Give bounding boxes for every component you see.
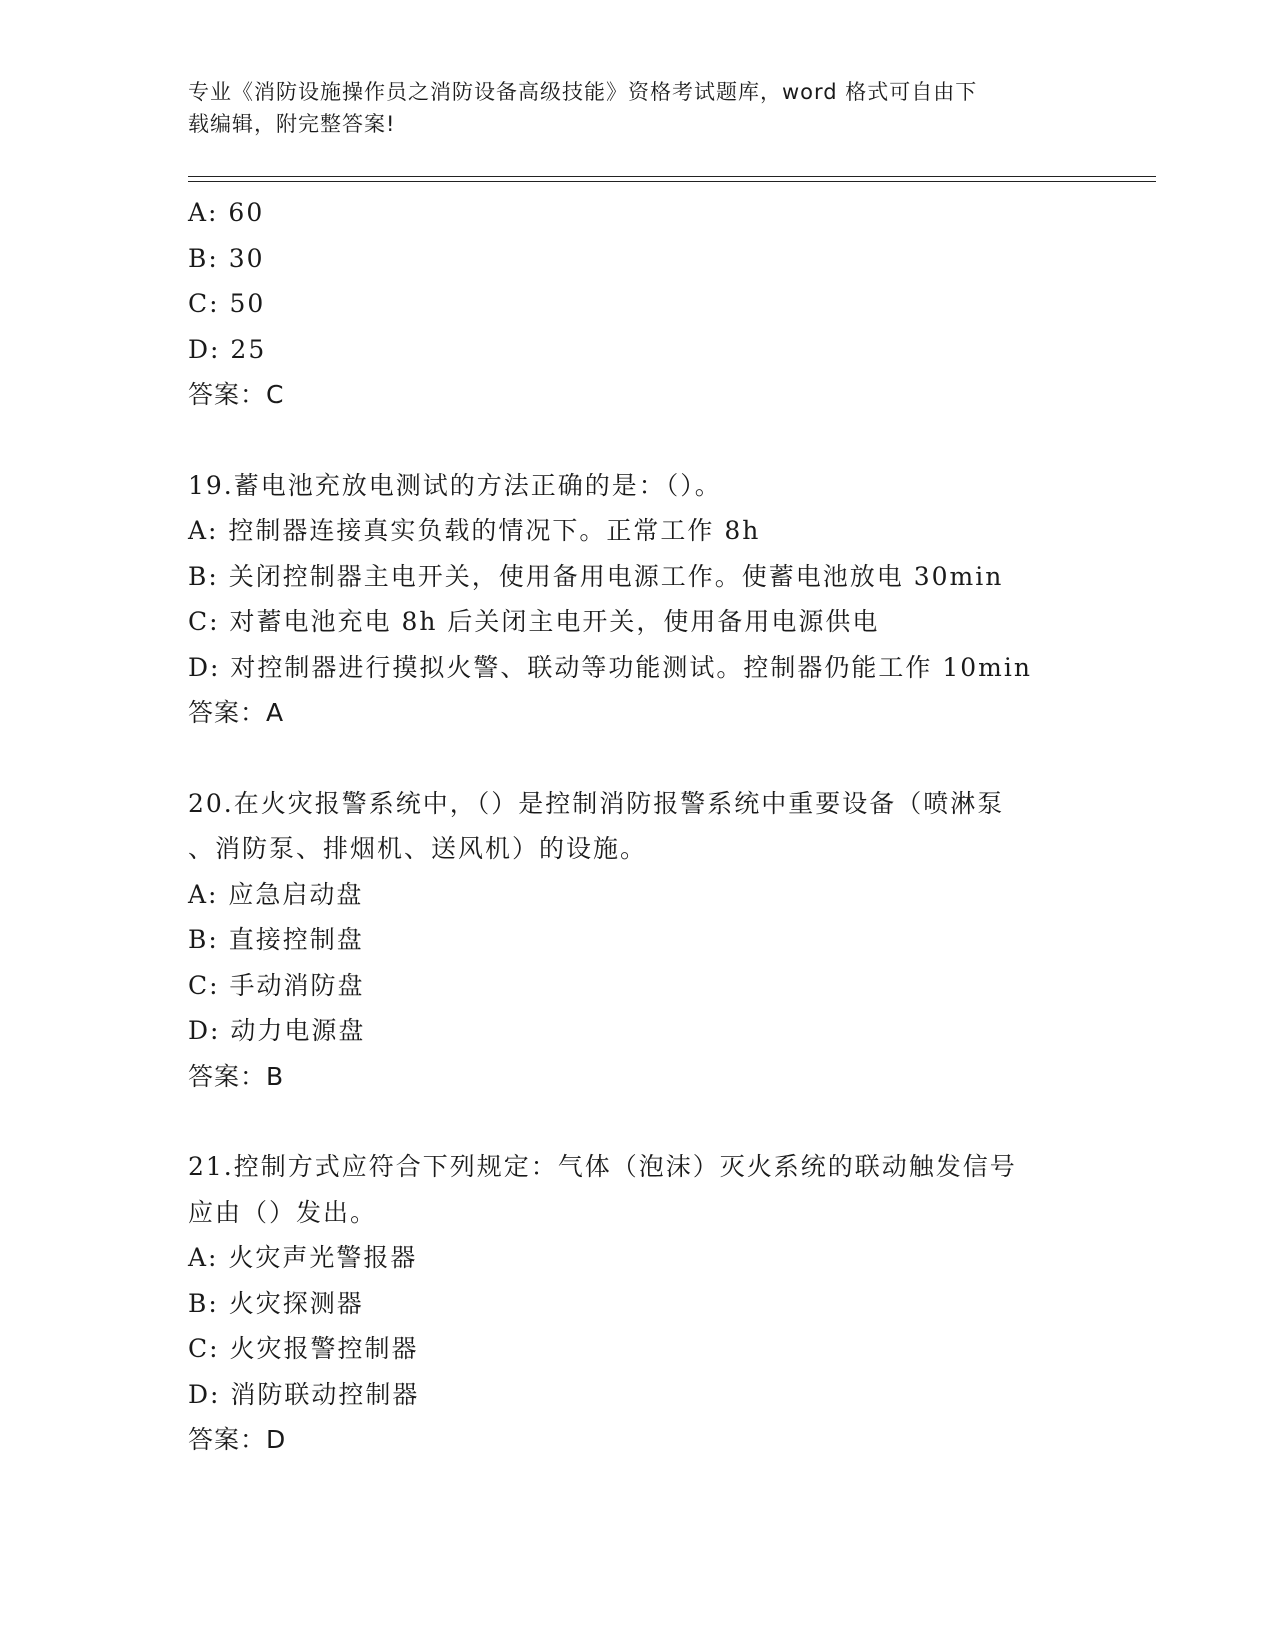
question-list xyxy=(188,190,1088,1463)
option-a: A: 火灾声光警报器 xyxy=(188,1243,418,1272)
question-stem-line-2: 应由（）发出。 xyxy=(188,1197,378,1227)
option-b: B: 关闭控制器主电开关，使用备用电源工作。使蓄电池放电 30min xyxy=(188,561,1004,591)
question-block-previous xyxy=(188,190,1088,418)
option-d: D: 消防联动控制器 xyxy=(188,1379,420,1409)
option-d: D: 动力电源盘 xyxy=(188,1016,366,1045)
header-line-1: 专业《消防设施操作员之消防设备高级技能》资格考试题库，word 格式可自由下 xyxy=(188,80,978,104)
option-c: C: 50 xyxy=(188,289,266,318)
option-c: C: 对蓄电池充电 8h 后关闭主电开关，使用备用电源供电 xyxy=(188,607,880,636)
header-line-2: 载编辑，附完整答案! xyxy=(188,112,396,136)
question-stem: 19.蓄电池充放电测试的方法正确的是：（）。 xyxy=(188,470,722,500)
header-divider-top xyxy=(188,176,1156,177)
option-a: A: 控制器连接真实负载的情况下。正常工作 8h xyxy=(188,516,761,545)
question-block-21 xyxy=(188,1144,1088,1463)
question-block-20 xyxy=(188,781,1088,1100)
option-c: C: 火灾报警控制器 xyxy=(188,1334,419,1363)
header-divider-bottom xyxy=(188,181,1156,182)
question-stem-line-1: 20.在火灾报警系统中，（）是控制消防报警系统中重要设备（喷淋泵 xyxy=(188,788,1005,818)
answer: 答案：A xyxy=(188,698,285,727)
question-stem-line-1: 21.控制方式应符合下列规定：气体（泡沫）灭火系统的联动触发信号 xyxy=(188,1152,1017,1181)
document-header xyxy=(188,76,1088,140)
option-b: B: 火灾探测器 xyxy=(188,1288,364,1318)
option-c: C: 手动消防盘 xyxy=(188,970,365,1000)
option-a: A: 应急启动盘 xyxy=(188,879,364,909)
question-block-19 xyxy=(188,463,1088,736)
option-b: B: 直接控制盘 xyxy=(188,925,364,954)
option-d: D: 25 xyxy=(188,334,267,364)
option-d: D: 对控制器进行摸拟火警、联动等功能测试。控制器仍能工作 10min xyxy=(188,652,1032,682)
option-b: B: 30 xyxy=(188,243,265,273)
option-a: A: 60 xyxy=(188,198,265,227)
answer: 答案：D xyxy=(188,1425,287,1454)
answer: 答案：C xyxy=(188,380,285,409)
answer: 答案：B xyxy=(188,1061,285,1091)
question-stem-line-2: 、消防泵、排烟机、送风机）的设施。 xyxy=(188,834,648,863)
